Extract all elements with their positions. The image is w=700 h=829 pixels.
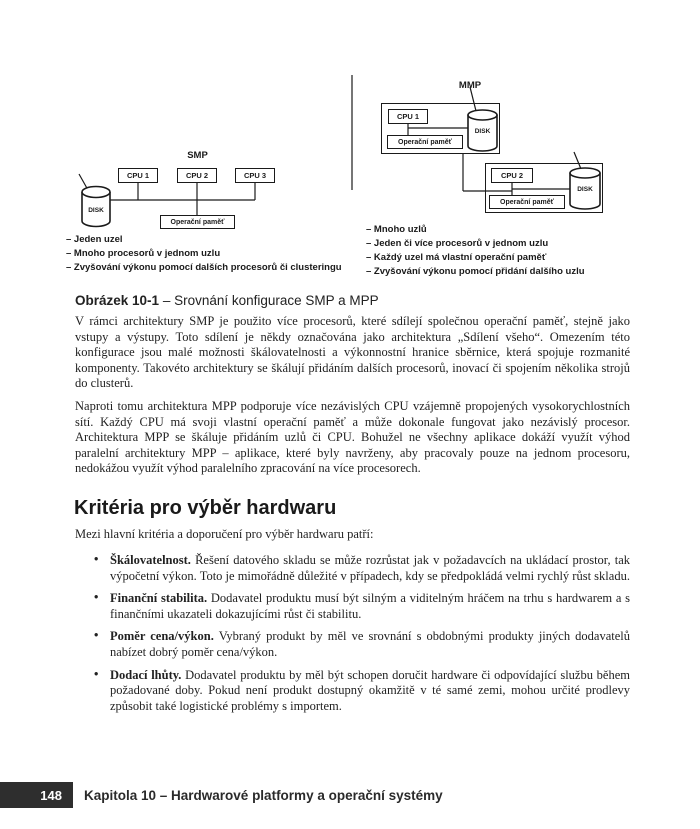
mpp-node1-disk-label: DISK	[474, 128, 491, 135]
criteria-lead: Poměr cena/výkon.	[110, 629, 214, 644]
smp-bullet: – Zvyšování výkonu pomocí dalších procesorů či clusteringu	[66, 262, 342, 273]
mpp-bullet: – Zvyšování výkonu pomocí přidání dalšího uzlu	[366, 266, 585, 277]
figure-caption-label: Obrázek 10-1	[75, 293, 160, 308]
smp-bullet-list	[66, 233, 342, 275]
criteria-item-scalability	[75, 553, 630, 584]
criteria-text: Řešení datového skladu se může rozrůstat jak v požadavcích na ukládací prostor, tak výpočetní výkon. Toto je mimořádně důležité v případech, kdy se předpokládá velmi rychlý růst skladu.	[110, 553, 631, 583]
criteria-text: Dodavatel produktu by měl být schopen doručit hardware či odpovídající službu během požadované doby. Pokud není produkt dostupný okamžitě v té samé zemi, mohou určité prodlevy způsobit také logistické problémy s importem.	[110, 667, 631, 713]
smp-cpu2-box: CPU 2	[177, 168, 217, 183]
criteria-item-financial-stability	[75, 591, 630, 622]
criteria-item-delivery-times	[75, 668, 630, 715]
smp-bullet: – Jeden uzel	[66, 234, 123, 245]
criteria-intro: Mezi hlavní kritéria a doporučení pro výběr hardwaru patří:	[75, 527, 374, 541]
mpp-bullet-list	[366, 223, 585, 279]
figure-caption	[75, 293, 379, 308]
paragraph-smp: V rámci architektury SMP je použito více procesorů, které sdílejí společnou operační paměť, stejně jako vstupy a výstupy. Toto sdílení je někdy označována jako architektura „Sdílení všeho“. Omezením této konfigurace jsou malé možnosti škálovatelnosti a výkonnostní hranice sběrnice, která spojuje rozmanité komponenty. Takovéto architektury se škálují přidáním dalších procesorů, inovací či spojením několika strojů do clusterů.	[75, 314, 630, 391]
mpp-bullet: – Jeden či více procesorů v jednom uzlu	[366, 238, 549, 249]
footer-chapter-title: Kapitola 10 – Hardwarové platformy a operační systémy	[84, 787, 443, 803]
smp-disk-label: DISK	[88, 207, 104, 214]
mpp-node2-disk-label: DISK	[577, 186, 593, 193]
figure-caption-text: – Srovnání konfigurace SMP a MPP	[162, 293, 379, 308]
section-heading: Kritéria pro výběr hardwaru	[74, 497, 337, 519]
smp-cpu1-box: CPU 1	[118, 168, 158, 183]
mpp-bullet: – Každý uzel má vlastní operační paměť	[366, 252, 547, 263]
smp-cpu3-box: CPU 3	[235, 168, 275, 183]
mpp-node2-memory-box: Operační paměť	[489, 195, 565, 209]
bullet-icon: •	[94, 628, 99, 643]
criteria-text: Dodavatel produktu musí být silným a viditelným hráčem na trhu s hardwarem a s finančními ukazateli dokazujícími růst či stabilitu.	[110, 591, 631, 621]
criteria-lead: Finanční stabilita.	[110, 591, 208, 606]
mpp-node1-memory-box: Operační paměť	[387, 135, 463, 149]
mpp-node2-cpu-box: CPU 2	[491, 168, 533, 183]
criteria-text: Vybraný produkt by měl ve srovnání s obdobnými produkty jiných dodavatelů nabízet dobrý poměr cena/výkon.	[110, 629, 631, 659]
criteria-item-price-performance	[75, 629, 630, 660]
smp-figure-title: SMP	[187, 150, 208, 161]
bullet-icon: •	[94, 666, 99, 681]
mpp-bullet: – Mnoho uzlů	[366, 224, 427, 235]
smp-bullet: – Mnoho procesorů v jednom uzlu	[66, 248, 221, 259]
smp-memory-box: Operační paměť	[160, 215, 235, 229]
footer-page-number-bar	[0, 782, 73, 808]
criteria-lead: Škálovatelnost.	[110, 553, 191, 567]
mpp-node1-cpu-box: CPU 1	[388, 109, 428, 124]
bullet-icon: •	[94, 590, 99, 605]
criteria-lead: Dodací lhůty.	[110, 667, 182, 682]
mpp-figure-title: MMP	[458, 80, 482, 91]
criteria-list	[75, 553, 630, 721]
paragraph-mpp: Naproti tomu architektura MPP podporuje více nezávislých CPU vzájemně propojených vysokorychlostních sítí. Každý CPU má svoji vlastní operační paměť a může dokonale fungovat jako nezávislý procesor. Architektura MPP se škáluje přidáním uzlů či CPU. Bohužel ne všechny aplikace dokáží využít výhod paralelní architektury MPP – aplikace, které byly navrženy, aby pracovaly pouze na jednom procesoru, nedokážou využít výhod paralelního zpracování na více procesorech.	[75, 399, 630, 476]
page-number: 148	[40, 787, 62, 803]
bullet-icon: •	[94, 552, 99, 566]
